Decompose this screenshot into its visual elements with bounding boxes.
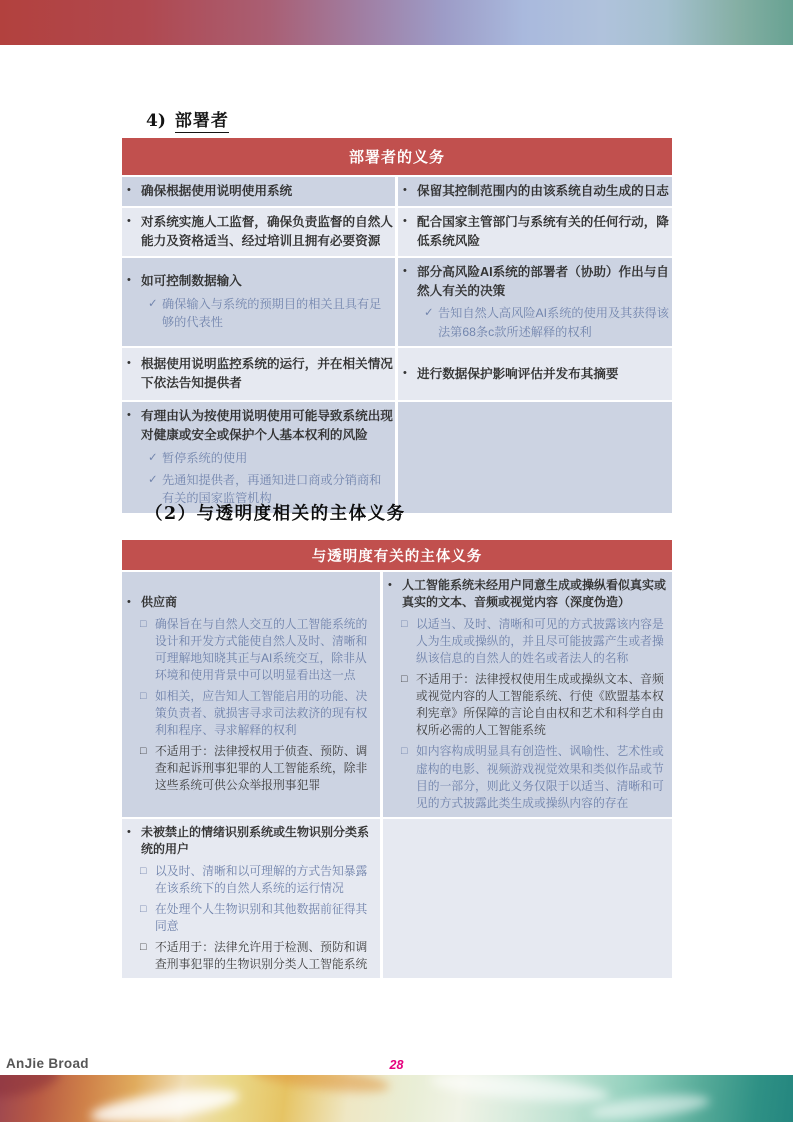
sub-bullet-item <box>140 863 378 897</box>
item-text: 确保旨在与自然人交互的人工智能系统的设计和开发方式能使自然人及时、清晰和可理解地知晓其正与AI系统交互，除非从环境和使用背景中可以明显看出这一点 <box>155 616 368 682</box>
bullet-item <box>403 182 670 201</box>
item-text: 不适用于：法律授权使用生成或操纵文本、音频或视觉内容的人工智能系统、行使《欧盟基本权利宪章》所保障的言论自由权和艺术和科学自由权所必需的人工智能系统 <box>416 672 664 738</box>
table-cell <box>383 572 672 817</box>
table-row <box>122 348 672 400</box>
dot-bullet-icon: • <box>127 274 131 287</box>
item-text: 以及时、清晰和以可理解的方式告知暴露在该系统下的自然人系统的运行情况 <box>155 863 368 895</box>
section-number: 4) <box>146 111 166 131</box>
bullet-item <box>127 213 393 251</box>
bullet-item <box>403 263 670 301</box>
sub-bullet-item <box>401 671 670 739</box>
table-row <box>122 177 672 206</box>
table-cell <box>122 572 380 817</box>
table-row <box>122 402 672 513</box>
table-cell <box>122 348 395 400</box>
item-text: 部分高风险AI系统的部署者（协助）作出与自然人有关的决策 <box>417 264 669 298</box>
table-cell <box>122 819 380 978</box>
table-title: 与透明度有关的主体义务 <box>122 540 672 570</box>
bullet-item <box>127 594 378 611</box>
dot-bullet-icon: • <box>127 409 131 422</box>
check-bullet-icon: ✓ <box>424 307 434 320</box>
item-text: 先通知提供者，再通知进口商或分销商和有关的国家监管机构 <box>162 473 382 506</box>
brand-logo: AnJie Broad <box>6 1056 89 1071</box>
sub-bullet-item <box>140 939 378 973</box>
table-cell <box>122 208 395 256</box>
table-cell <box>122 258 395 346</box>
square-bullet-icon: □ <box>140 745 147 758</box>
item-text: 以适当、及时、清晰和可见的方式披露该内容是人为生成或操纵的，并且尽可能披露产生或者操纵该信息的自然人的姓名或者法人的名称 <box>416 616 664 665</box>
table-cell <box>398 208 672 256</box>
table-body <box>122 570 672 978</box>
item-text: 如相关，应告知人工智能启用的功能、决策负责者、就损害寻求司法救济的现有权利和程序、寻求解释的权利 <box>155 689 368 738</box>
paint-stroke <box>429 1075 610 1107</box>
bullet-item <box>403 365 670 384</box>
square-bullet-icon: □ <box>140 902 147 915</box>
bullet-item <box>403 213 670 251</box>
bullet-item <box>127 182 393 201</box>
dot-bullet-icon: • <box>403 184 407 196</box>
item-text: 有理由认为按使用说明使用可能导致系统出现对健康或安全或保护个人基本权利的风险 <box>141 409 393 442</box>
watercolor-footer-image <box>0 1075 793 1122</box>
table-body <box>122 175 672 513</box>
square-bullet-icon: □ <box>140 940 147 953</box>
paint-stroke <box>89 1083 241 1122</box>
sub-bullet-item <box>140 616 378 684</box>
table-cell <box>122 177 395 206</box>
sub-bullet-item <box>140 901 378 935</box>
item-text: 暂停系统的使用 <box>162 450 248 465</box>
item-text: 配合国家主管部门与系统有关的任何行动，降低系统风险 <box>417 214 669 248</box>
sub-bullet-item <box>424 304 670 341</box>
check-bullet-icon: ✓ <box>148 298 158 310</box>
dot-bullet-icon: • <box>403 214 407 227</box>
table-cell <box>398 348 672 400</box>
item-text: 未被禁止的情绪识别系统或生物识别分类系统的用户 <box>141 824 370 857</box>
table-cell <box>398 177 672 206</box>
square-bullet-icon: □ <box>401 617 408 630</box>
page-number: 28 <box>389 1058 404 1072</box>
section-title: 部署者 <box>174 111 229 131</box>
section-heading <box>146 106 229 131</box>
item-text: 根据使用说明监控系统的运行，并在相关情况下依法告知提供者 <box>141 357 393 391</box>
item-text: 进行数据保护影响评估并发布其摘要 <box>417 366 619 381</box>
dot-bullet-icon: • <box>127 184 131 196</box>
square-bullet-icon: □ <box>140 617 147 630</box>
item-text: 确保根据使用说明使用系统 <box>141 184 293 198</box>
bullet-item <box>127 824 378 859</box>
paint-stroke <box>249 1075 391 1097</box>
bullet-item <box>127 272 393 291</box>
square-bullet-icon: □ <box>140 864 147 877</box>
item-text: 保留其控制范围内的由该系统自动生成的日志 <box>417 184 669 198</box>
sub-bullet-item <box>148 449 393 467</box>
item-text: 供应商 <box>141 595 178 610</box>
bullet-item <box>388 577 670 612</box>
bullet-item <box>127 355 393 393</box>
check-bullet-icon: ✓ <box>148 451 158 464</box>
table-cell <box>383 819 672 978</box>
table-row <box>122 572 672 817</box>
table-row <box>122 819 672 978</box>
item-text: 不适用于：法律允许用于检测、预防和调查刑事犯罪的生物识别分类人工智能系统 <box>155 939 368 972</box>
table-cell <box>398 258 672 346</box>
table-cell <box>398 402 672 513</box>
dot-bullet-icon: • <box>403 366 407 379</box>
sub-bullet-item <box>401 743 670 811</box>
item-text: 不适用于：法律授权用于侦查、预防、调查和起诉刑事犯罪的人工智能系统，除非这些系统可供公众举报刑事犯罪 <box>155 744 368 793</box>
sub-bullet-item <box>140 688 378 739</box>
dot-bullet-icon: • <box>127 214 131 227</box>
square-bullet-icon: □ <box>401 673 408 686</box>
deployer-obligations-table <box>122 138 672 513</box>
sub-bullet-item <box>148 295 393 332</box>
dot-bullet-icon: • <box>127 825 131 838</box>
top-gradient-bar <box>0 0 793 45</box>
item-text: 人工智能系统未经用户同意生成或操纵看似真实或真实的文本、音频或视觉内容（深度伪造） <box>402 578 667 610</box>
subsection-heading: （2）与透明度相关的主体义务 <box>145 504 406 524</box>
bullet-item <box>127 407 393 445</box>
table-row <box>122 208 672 256</box>
item-text: 如内容构成明显具有创造性、讽喻性、艺术性或虚构的电影、视频游戏视觉效果和类似作品或节目的一部分，则此义务仅限于以适当、清晰和可见的方式披露此类生成或操纵内容的存在 <box>416 744 664 810</box>
item-text: 对系统实施人工监督，确保负责监督的自然人能力及资格适当、经过培训且拥有必要资源 <box>141 214 393 248</box>
check-bullet-icon: ✓ <box>148 474 158 487</box>
transparency-obligations-table <box>122 540 672 978</box>
dot-bullet-icon: • <box>403 264 407 277</box>
dot-bullet-icon: • <box>127 596 131 609</box>
table-title: 部署者的义务 <box>122 138 672 175</box>
item-text: 确保输入与系统的预期目的相关且具有足够的代表性 <box>162 297 382 330</box>
item-text: 如可控制数据输入 <box>141 274 242 289</box>
square-bullet-icon: □ <box>140 690 147 702</box>
paint-stroke <box>0 1075 62 1103</box>
dot-bullet-icon: • <box>127 357 131 370</box>
sub-bullet-item <box>401 616 670 667</box>
sub-bullet-item <box>140 743 378 794</box>
square-bullet-icon: □ <box>401 745 408 758</box>
table-cell <box>122 402 395 513</box>
dot-bullet-icon: • <box>388 579 392 591</box>
item-text: 告知自然人高风险AI系统的使用及其获得该法第68条c款所述解释的权利 <box>438 306 669 339</box>
item-text: 在处理个人生物识别和其他数据前征得其同意 <box>155 901 368 933</box>
table-row <box>122 258 672 346</box>
